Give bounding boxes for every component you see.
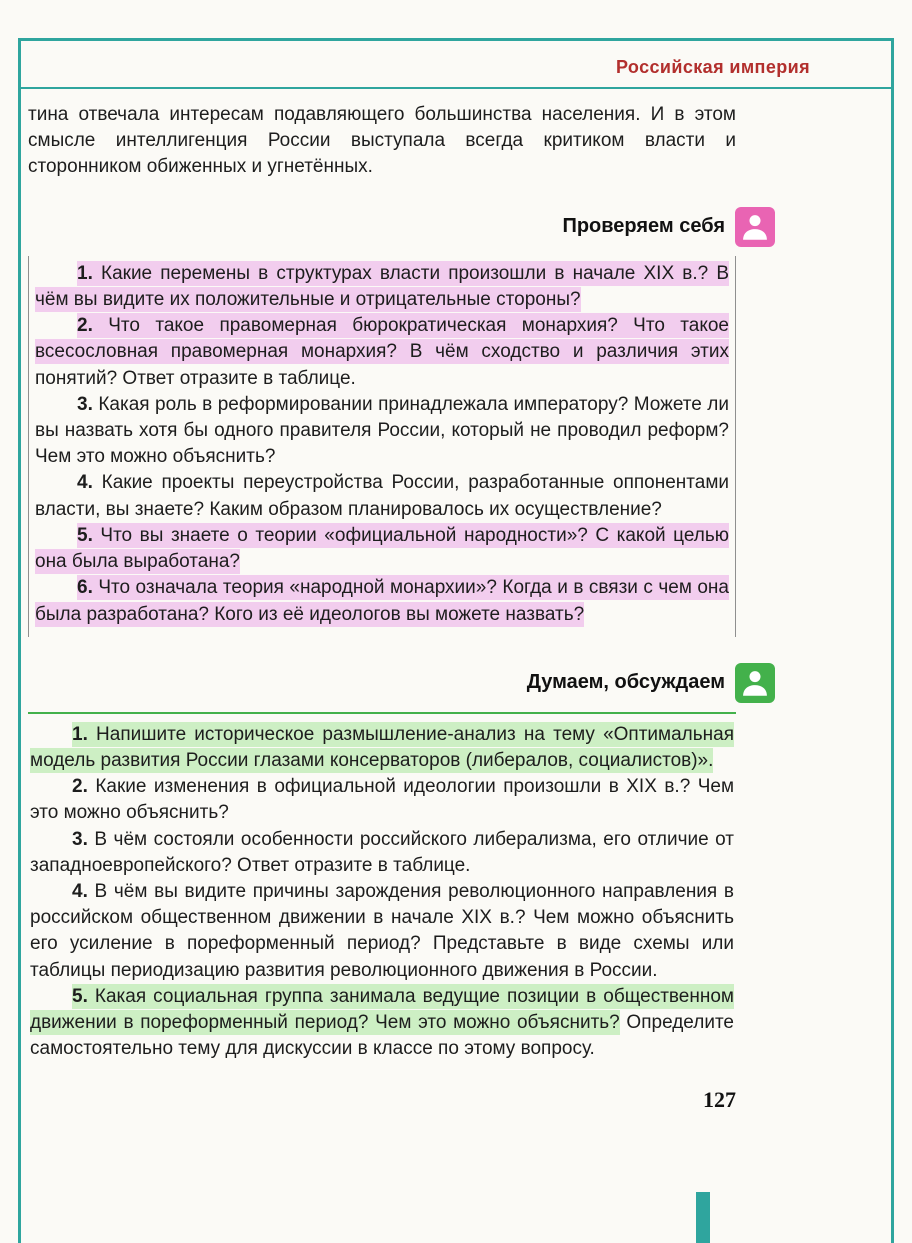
question-item: [35, 392, 729, 471]
question-highlight-text: Что вы знаете о теории «официальной народности»? С какой целью она была выработана?: [35, 524, 730, 573]
question-number: 6.: [77, 577, 93, 599]
question-text: Какие изменения в официальной идеологии произошли в XIX в.? Чем это можно объяснить?: [30, 776, 735, 824]
question-highlight: [77, 470, 102, 495]
question-highlight-text: Что означала теория «народной монархии»? Когда и в связи с чем она была разработана? Кого из её идеологов вы можете назвать?: [35, 577, 729, 625]
question-number: 4.: [77, 472, 93, 494]
question-number: 2.: [77, 315, 93, 337]
question-number: 4.: [72, 881, 88, 903]
check-yourself-heading-row: [28, 207, 775, 247]
page-frame-left: [18, 38, 21, 1243]
question-text: Определите самостоятельно тему для дискуссии в классе по этому вопросу.: [30, 1012, 734, 1060]
question-item: [30, 722, 734, 774]
question-item: [30, 879, 734, 984]
question-number: 1.: [72, 723, 88, 745]
question-number: 5.: [72, 985, 88, 1007]
question-number: 2.: [72, 776, 88, 798]
question-text: Какая роль в реформировании принадлежала императору? Можете ли вы назвать хотя бы одного правителя России, который не проводил реформ? Чем это можно объяснить?: [35, 393, 729, 468]
question-highlight-text: Что такое правомерная бюрократическая монархия? Что такое всесословная правомерная монархия? В чём сходство и различия этих: [35, 315, 729, 363]
think-discuss-heading: Думаем, обсуждаем: [526, 670, 725, 693]
question-highlight-text: Напишите историческое размышление-анализ на тему «Оптимальная модель развития России глазами консерваторов (либералов, социалистов)».: [30, 723, 735, 771]
page-frame-top: [18, 38, 894, 41]
question-item: [35, 313, 729, 392]
page-content: [28, 102, 775, 1115]
question-highlight: [30, 722, 734, 773]
check-questions-block: [28, 256, 736, 637]
header-underline: [18, 87, 894, 89]
question-text: Какие проекты переустройства России, разработанные оппонентами власти, вы знаете? Каким образом планировалось их осуществление?: [35, 472, 730, 520]
think-discuss-heading-row: [28, 663, 775, 703]
question-item: [35, 261, 729, 313]
question-highlight: [35, 313, 729, 364]
check-yourself-heading: Проверяем себя: [562, 214, 725, 237]
question-highlight: [35, 523, 729, 574]
check-yourself-icon: [735, 207, 775, 247]
question-item: [35, 470, 729, 522]
question-highlight: [77, 392, 98, 417]
question-text: В чём состояли особенности российского либерализма, его отличие от западноевропейского? Ответ отразите в таблице.: [30, 828, 735, 876]
question-highlight-text: Какая социальная группа занимала ведущие позиции в общественном движении в пореформенный период? Чем это можно объяснить?: [30, 985, 734, 1034]
question-text: В чём вы видите причины зарождения революционного направления в российском общественном движении в начале XIX в.? Чем можно объяснить его усиление в пореформенный период? Представьте в виде схемы или таблицы периодизацию развития революционного движения в России.: [30, 881, 734, 981]
question-item: [30, 774, 734, 826]
question-highlight: [35, 261, 729, 312]
question-highlight: [72, 879, 95, 904]
question-highlight: [72, 774, 95, 799]
question-item: [30, 827, 734, 879]
corner-accent-bar: [696, 1192, 710, 1243]
question-highlight: [35, 575, 729, 626]
page-number: 127: [703, 1086, 736, 1112]
question-number: 3.: [72, 828, 88, 850]
discuss-questions-block: [28, 712, 736, 1069]
question-highlight: [72, 827, 94, 852]
question-number: 1.: [77, 262, 93, 284]
page-frame-right: [891, 38, 894, 1243]
think-discuss-icon: [735, 663, 775, 703]
question-number: 3.: [77, 393, 93, 415]
question-text: понятий? Ответ отразите в таблице.: [35, 367, 356, 389]
running-header: Российская империя: [615, 57, 810, 77]
question-item: [35, 575, 729, 627]
question-highlight-text: Какие перемены в структурах власти произошли в начале XIX в.? В чём вы видите их положительные и отрицательные стороны?: [35, 262, 729, 310]
question-number: 5.: [77, 524, 93, 546]
question-item: [35, 523, 729, 575]
question-item: [30, 984, 734, 1063]
intro-paragraph: тина отвечала интересам подавляющего большинства населения. И в этом смысле интеллигенция России выступала всегда критиком власти и сторонником обиженных и угнетённых.: [28, 104, 736, 178]
